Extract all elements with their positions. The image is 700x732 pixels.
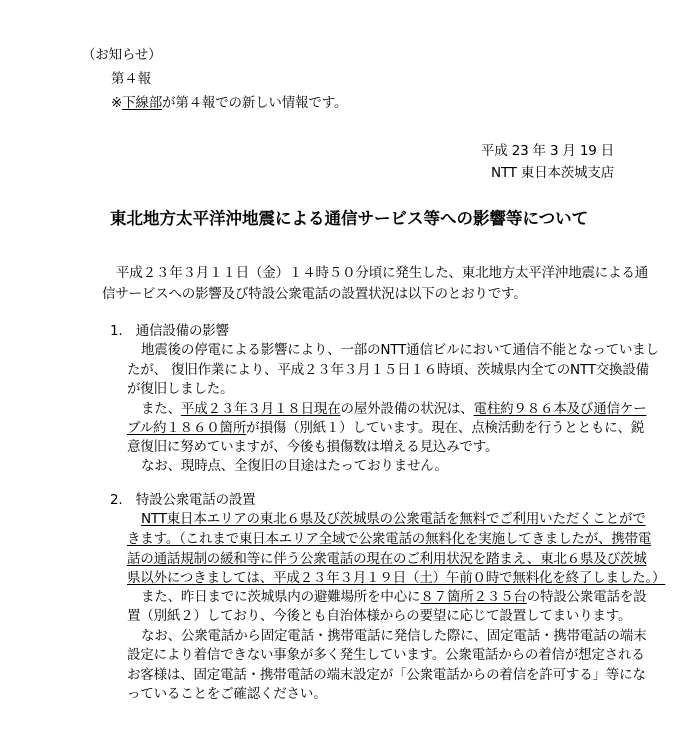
section2-p3-line3: お客様は、固定電話・携帯電話の端末設定が「公衆電話からの着信を許可する」等にな [127,667,646,683]
note-suffix: が第４報での新しい情報です。 [162,95,348,111]
section2-p1-line1: NTT東日本エリアの東北６県及び茨城県の公衆電話を無料でご利用いただくことがで [141,511,646,527]
underlined-date: 平成２３年３月１８日現在 [180,401,341,417]
section2-heading: 2. 特設公衆電話の設置 [110,492,256,508]
issuer-org: NTT 東日本茨城支店 [491,165,614,181]
text-segment: が損傷（別紙１）しています。現在、点検活動を行うとともに、鋭 [246,420,645,436]
section2-p2-line1 [141,588,646,606]
text-segment: の特設公衆電話を設 [526,589,647,605]
issue-date: 平成 23 年 3 月 19 日 [481,143,614,159]
text-segment: の屋外設備の状況は、 [340,401,474,417]
underlined-damage-count: ブル約１８６０箇所 [127,420,247,436]
section2-p3-line2: 設定により着信できない事象が多く発生しています。公衆電話からの着信が想定される [127,647,645,663]
note-underlined: 下線部 [122,95,163,111]
note-prefix: ※ [111,95,123,111]
underlined-damage-count: 電柱約９８６本及び通信ケー [473,401,647,417]
intro-line-1: 平成２３年３月１１日（金）１４時５０分頃に発生した、東北地方太平洋沖地震による通 [116,265,648,281]
section1-p1-line2: たが、 復旧作業により、平成２３年３月１５日１６時頃、茨城県内全てのNTT交換設備 [127,362,649,378]
section1-p2-line1 [141,400,646,418]
underlined-phone-count: ８７箇所２３５台 [420,589,527,605]
section1-p1-line3: が復旧しました。 [127,381,234,397]
text-segment: また、 [141,401,181,417]
section1-p2-line2 [127,419,644,437]
section1-p2-line3: 意復旧に努めていますが、今後も損傷数は増える見込みです。 [127,439,499,455]
intro-line-2: 信サービスへの影響及び特設公衆電話の設置状況は以下のとおりです。 [102,286,527,302]
section2-p1-line2: きます。（これまで東日本エリア全域で公衆電話の無料化を実施してきましたが、携帯電 [127,531,652,547]
update-note [111,94,347,112]
section2-p3-line1: なお、公衆電話から固定電話・携帯電話に発信した際に、固定電話・携帯電話の端末 [141,628,647,644]
page-title: 東北地方太平洋沖地震による通信サービス等への影響等について [110,209,589,228]
report-number: 第４報 [111,71,151,87]
section2-p1-line3: 話の通話規制の緩和等に伴う公衆電話の現在のご利用状況を踏まえ、東北６県及び茨城 [127,551,647,567]
section2-p1-line4: 県以外につきましては、平成２３年３月１９日（土）午前０時で無料化を終了しました。） [127,570,666,586]
section2-p3-line4: っていることをご確認ください。 [127,686,327,702]
section2-p2-line2: 置（別紙２）しており、今後とも自治体様からの要望に応じて設置してまいります。 [127,608,632,624]
text-segment: また、昨日までに茨城県内の避難場所を中心に [141,589,421,605]
section1-p3: なお、現時点、全復旧の目途はたっておりません。 [141,458,448,474]
notice-label: （お知らせ） [82,47,162,63]
section1-heading: 1. 通信設備の影響 [110,323,229,339]
section1-p1-line1: 地震後の停電による影響により、一部のNTT通信ビルにおいて通信不能となっていまし [141,342,659,358]
